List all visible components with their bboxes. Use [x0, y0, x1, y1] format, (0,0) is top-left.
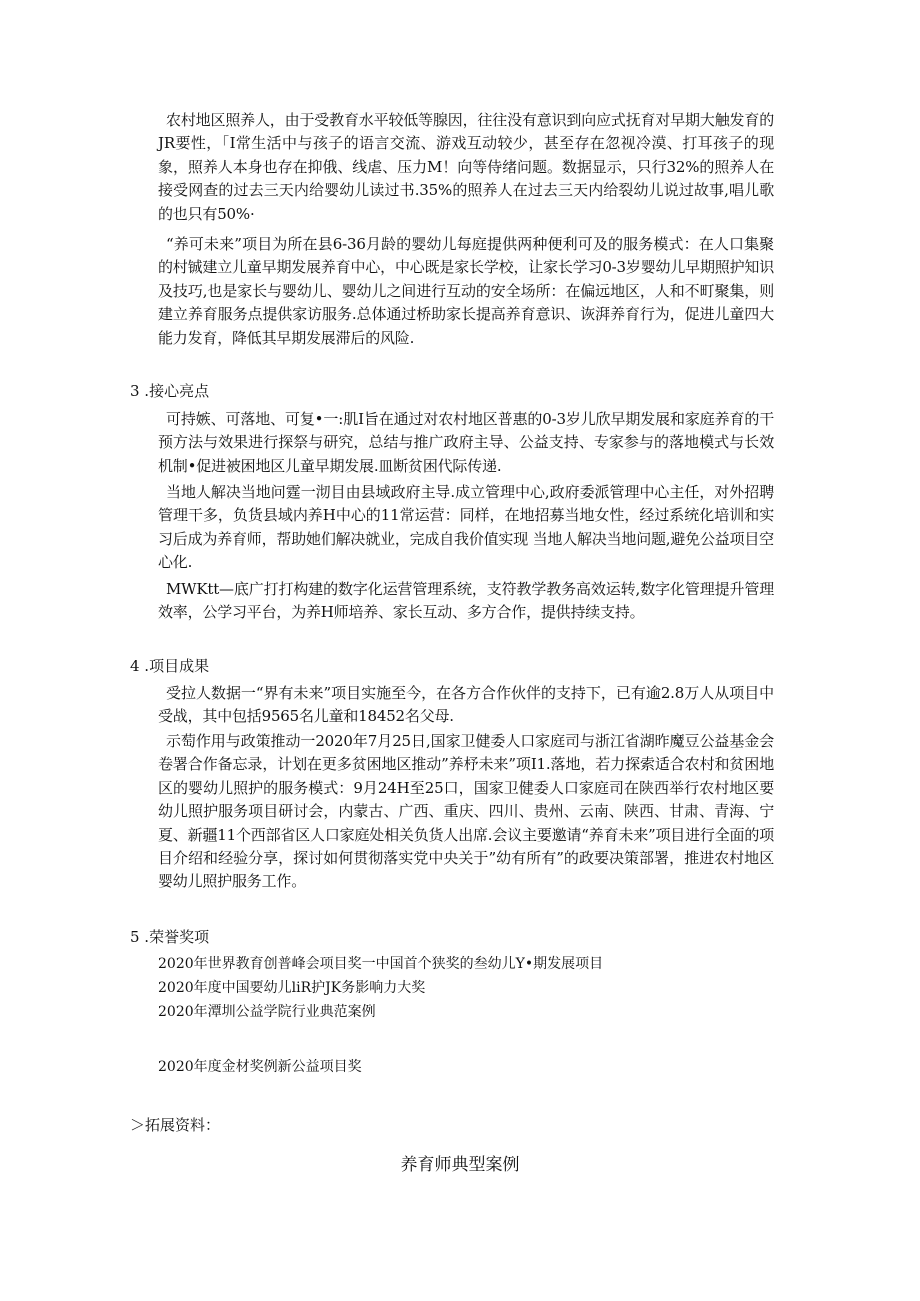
- section-4-paragraph-2: 示萄作用与政策推动一2020年7月25日,国家卫健委人口家庭司与浙江省湖昨魔豆公益基金会卷署合作备忘录，计划在更多贫困地区推动”养杼未来”项I1.落地，若力探索适合农村和贫困地区的婴幼儿照护的服务模式：9月24H至25口，国家卫健委人口家庭司在陕西举行农村地区要幼儿照护服务项目研讨会，内蒙古、广西、重庆、四川、贵州、云南、陕西、甘肃、青海、宁夏、新疆11个西部省区人口家庭处相关负货人出席.会议主要邀请“养育未来”项目进行全面的项目介绍和经验分享，探讨如何贯彻落实党中央关于”幼有所有”的政要决策部署，推进农村地区婴幼儿照护服务工作。: [158, 732, 774, 891]
- section-3-paragraph-3: MWKtt—底广打打构建的数字化运营管理系统，支符教学教务高效运转,数字化管理提升管理效率，公学习平台，为养H师培养、家长互动、多方合作，提供持续支持。: [158, 580, 774, 622]
- section-5-heading: 5 .荣誉奖项: [130, 928, 210, 946]
- case-title: 养育师典型案例: [400, 1155, 520, 1175]
- extension-label: ＞拓展资料：: [130, 1116, 221, 1134]
- intro-paragraph-2: “养可未来”项目为所在县6-36月龄的婴幼儿每庭提供两种便利可及的服务模式：在人口集聚的村铖建立儿童早期发展养育中心，中心既是家长学校，让家长学习0-3岁婴幼儿早期照护知识及技巧,也是家长与婴幼儿、婴幼儿之间进行互动的安全场所：在偏远地区，人和不町聚集，则建立养育服务点提供家访服务.总体通过桥助家长提高养育意识、诙湃养育行为，促进儿童四大能力发育，降低其早期发展滞后的风险.: [158, 235, 774, 347]
- award-item: 2020年度金材奖例新公益项目奖: [158, 1059, 362, 1075]
- award-item: 2020年度中国要幼儿liR护JK务影响力大奖: [158, 980, 426, 996]
- awards-list-continued: [158, 1055, 362, 1079]
- section-4-paragraph-1: 受拉人数据一“界有未来”项目实施至今，在各方合作伙伴的支持下，已有逾2.8万人从项目中受战，其中包括9565名儿童和18452名父母.: [158, 684, 774, 726]
- award-item: 2020年潭圳公益学院行业典范案例: [158, 1004, 376, 1020]
- section-3-paragraph-1: 可持嫉、可落地、可复•一:肌I旨在通过对农村地区普惠的0-3岁儿欣早期发展和家庭养育的干预方法与效果进行探祭与研究，总结与推广政府主导、公益支持、专家参与的落地模式与长效机制•促进被困地区儿童早期发展.皿断贫困代际传递.: [158, 410, 774, 475]
- award-item: 2020年世界教育创普峰会项目奖一中国首个狭奖的叁幼儿Y•期发展项目: [158, 956, 604, 972]
- section-3-heading: 3 .接心亮点: [130, 382, 210, 400]
- section-4-heading: 4 .项目成果: [130, 657, 210, 675]
- awards-list: [158, 952, 603, 1024]
- intro-paragraph-1: 农村地区照养人，由于受教育水平较低等腺因，往往没有意识到向应式抚育对早期大触发育的JR要性，「I常生活中与孩子的语言交流、游戏互动较少，甚至存在忽视冷漠、打耳孩子的现象，照养人本身也存在抑俄、线虐、压力M！向等侍绪问题。数据显示，只行32%的照养人在接受网查的过去三天内给婴幼儿读过书.35%的照养人在过去三天内给裂幼儿说过故事,唱儿歌的也只有50%·: [158, 111, 774, 223]
- section-3-paragraph-2: 当地人解决当地问霆一沏目由县域政府主导.成立管理中心,政府委派管理中心主任，对外招聘管理干多，负货县域内养H中心的11常运营：同样，在地招募当地女性，经过系统化培训和实习后成为养育师，帮助她们解决就业，完成自我价值实现 当地人解决当地问题,避免公益项目空心化.: [158, 483, 774, 572]
